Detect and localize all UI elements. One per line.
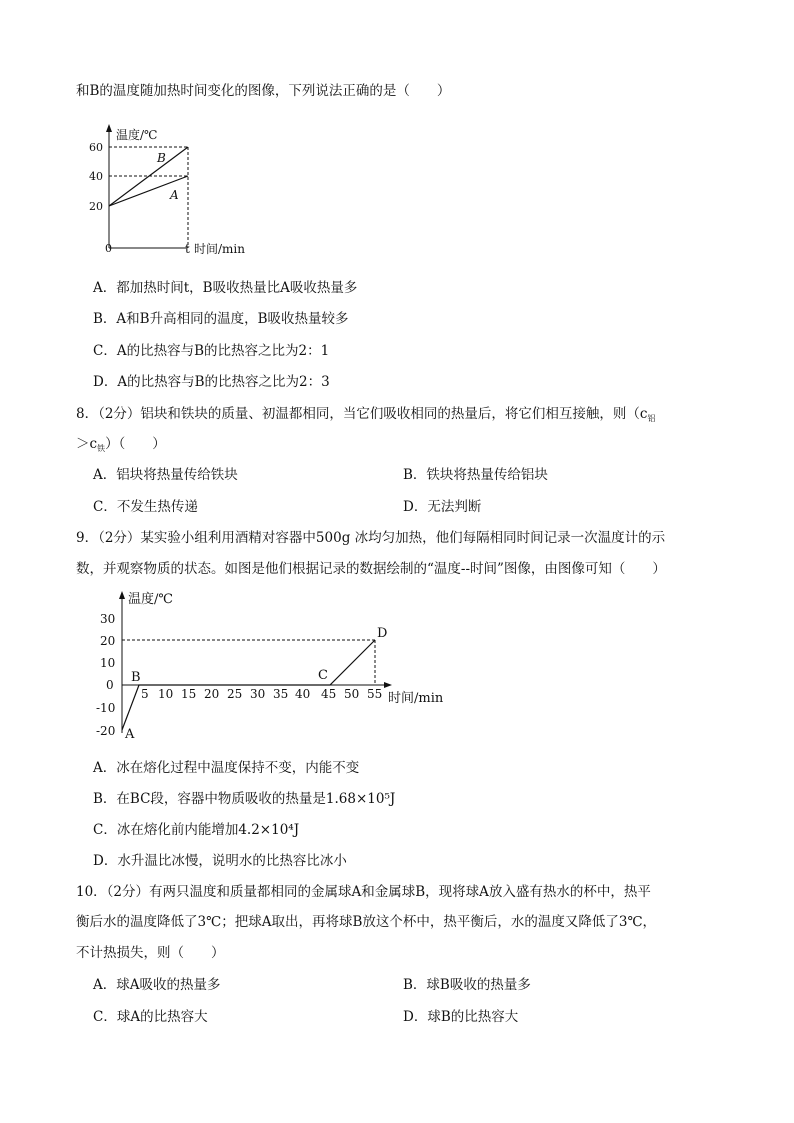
q9-y-tick: 30: [100, 612, 116, 626]
q10-stem-line3: 不计热损失，则（ ）: [76, 945, 225, 961]
q9-x-tick: 35: [273, 687, 289, 701]
q7-option-b[interactable]: B．A和B升高相同的温度，B吸收热量较多: [93, 311, 349, 327]
q8-sub-fe: 铁: [97, 444, 106, 453]
q10-stem-line1: 10．（2分）有两只温度和质量都相同的金属球A和金属球B，现将球A放入盛有热水的杯中，热平: [76, 884, 651, 900]
q9-y-label: 温度/℃: [128, 592, 173, 607]
q9-x-tick: 50: [344, 687, 360, 701]
q8-stem-line2: $>c_铁$）（ ）: [76, 436, 166, 453]
q9-point-a: A: [125, 727, 135, 742]
q7-origin: 0: [105, 242, 112, 255]
q7-x-label: 时间/min: [194, 242, 245, 256]
q10-option-d[interactable]: D．球B的比热容大: [403, 1009, 519, 1025]
q7-chart: [86, 120, 276, 265]
q8-stem-line1: 8．（2分）铝块和铁块的质量、初温都相同，当它们吸收相同的热量后，将它们相互接触，则（$c_铝$: [76, 406, 656, 423]
q9-x-tick: 30: [250, 687, 266, 701]
q7-option-d[interactable]: D．A的比热容与B的比热容之比为2：3: [93, 374, 330, 390]
q7-option-c[interactable]: C．A的比热容与B的比热容之比为2：1: [93, 343, 330, 359]
q9-y-tick: 10: [100, 656, 116, 670]
q9-x-tick: 15: [181, 687, 197, 701]
q7-series-label-b: B: [157, 151, 166, 165]
q9-y-tick: -20: [96, 724, 116, 738]
q9-point-b: B: [131, 670, 141, 685]
q9-option-a[interactable]: A．冰在熔化过程中温度保持不变，内能不变: [93, 760, 360, 776]
q8-sub-al: 铝: [647, 414, 656, 423]
q10-option-c[interactable]: C．球A的比热容大: [93, 1009, 208, 1025]
q7-y-label: 温度/℃: [116, 128, 158, 142]
q9-x-tick: 40: [295, 687, 311, 701]
q9-y-tick: 0: [106, 678, 114, 692]
q7-y-tick: 20: [89, 200, 103, 213]
q9-y-arrow: [119, 591, 125, 599]
q9-x-tick: 20: [204, 687, 220, 701]
q7-x-tick: t: [185, 242, 190, 256]
q9-stem-line2: 数，并观察物质的状态。如图是他们根据记录的数据绘制的“温度--时间”图像，由图像可知（ ）: [76, 561, 666, 577]
q10-option-b[interactable]: B．球B吸收的热量多: [403, 977, 531, 993]
q10-stem-line2: 衡后水的温度降低了3℃；把球A取出，再将球B放这个杯中，热平衡后，水的温度又降低了3℃，: [76, 914, 657, 930]
q9-x-arrow: [384, 682, 392, 688]
q9-x-tick: 5: [141, 687, 149, 701]
q7-y-tick: 40: [89, 170, 103, 183]
q8-option-b[interactable]: B．铁块将热量传给铝块: [403, 467, 548, 483]
q9-point-d: D: [377, 626, 388, 641]
q9-option-c[interactable]: C．冰在熔化前内能增加4.2×10⁴J: [93, 822, 300, 838]
q9-option-d[interactable]: D．水升温比冰慢，说明水的比热容比冰小: [93, 853, 347, 869]
q9-chart: [96, 585, 466, 745]
q7-option-a[interactable]: A．都加热时间t，B吸收热量比A吸收热量多: [93, 280, 358, 296]
q7-stem: 和B的温度随加热时间变化的图像，下列说法正确的是（ ）: [76, 83, 451, 99]
q9-y-tick: 20: [100, 634, 116, 648]
q7-y-arrow: [106, 124, 112, 132]
q9-x-tick: 10: [158, 687, 174, 701]
q9-option-b[interactable]: B．在BC段，容器中物质吸收的热量是1.68×10⁵J: [93, 791, 396, 807]
q9-x-label: 时间/min: [388, 691, 444, 706]
q7-y-tick: 60: [89, 141, 103, 154]
q9-x-tick: 45: [321, 687, 337, 701]
q8-option-c[interactable]: C．不发生热传递: [93, 499, 198, 515]
q10-option-a[interactable]: A．球A吸收的热量多: [93, 977, 221, 993]
q9-stem-line1: 9．（2分）某实验小组利用酒精对容器中500g 冰均匀加热，他们每隔相同时间记录一次温度计的示: [76, 530, 666, 546]
q8-option-d[interactable]: D．无法判断: [403, 499, 482, 515]
q9-x-tick: 55: [367, 687, 383, 701]
q9-y-tick: -10: [96, 701, 116, 715]
q8-option-a[interactable]: A．铝块将热量传给铁块: [93, 467, 238, 483]
q7-series-label-a: A: [170, 188, 179, 202]
q9-point-c: C: [318, 668, 328, 683]
q9-x-tick: 25: [227, 687, 243, 701]
